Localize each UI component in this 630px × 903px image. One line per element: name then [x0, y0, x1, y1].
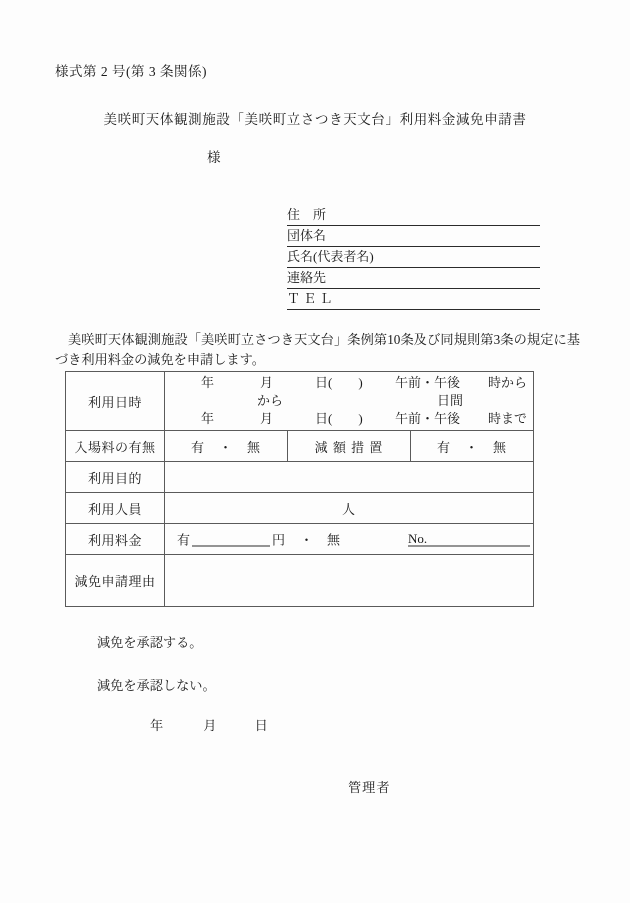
row-label-admission: 入場料の有無	[66, 431, 165, 462]
fee-yen-label: 円	[272, 532, 286, 548]
people-value-cell[interactable]: 人	[165, 493, 534, 524]
table-row-reason	[66, 555, 534, 607]
datetime-duration-line	[165, 392, 533, 410]
approval-approve-text[interactable]: 減免を承認する。	[97, 635, 203, 650]
start-ampm-label: 午前・午後	[395, 375, 461, 390]
start-month-label: 月	[260, 375, 274, 390]
fee-none-label: 無	[327, 532, 341, 548]
fee-number-input[interactable]	[408, 532, 530, 547]
purpose-value-cell[interactable]	[165, 462, 534, 493]
applicant-field-tel-label: Ｔ Ｅ Ｌ	[287, 291, 333, 306]
fee-value-cell[interactable]	[165, 524, 534, 555]
approval-month-label: 月	[203, 718, 217, 733]
end-day-label: 日( )	[315, 411, 363, 426]
approval-day-label: 日	[254, 718, 268, 733]
row-label-datetime: 利用日時	[66, 372, 165, 431]
applicant-field-organization-label: 団体名	[287, 228, 327, 243]
document-title: 美咲町天体観測施設「美咲町立さつき天文台」利用料金減免申請書	[103, 112, 527, 127]
table-row-datetime	[66, 372, 534, 431]
end-hour-label: 時まで	[488, 411, 528, 426]
applicant-field-contact-label: 連絡先	[287, 270, 327, 285]
datetime-start-line	[165, 374, 533, 392]
applicant-field-name[interactable]	[287, 247, 540, 268]
application-body-paragraph: 美咲町天体観測施設「美咲町立さつき天文台」条例第10条及び同規則第3条の規定に基づき利用料金の減免を申請します。	[55, 332, 580, 367]
datetime-end-line	[165, 410, 533, 428]
fee-number-label: No.	[408, 531, 428, 546]
approval-date-line[interactable]	[150, 715, 268, 734]
reduction-choice-cell[interactable]: 有 ・ 無	[411, 431, 534, 462]
addressee-honorific: 様	[207, 150, 221, 165]
reduction-measure-label: 減 額 措 置	[288, 431, 411, 462]
applicant-info-block	[287, 205, 540, 310]
reason-value-cell[interactable]	[165, 555, 534, 607]
applicant-field-address[interactable]	[287, 205, 540, 226]
row-label-reason: 減免申請理由	[66, 555, 165, 607]
admission-choice-cell[interactable]: 有 ・ 無	[165, 431, 288, 462]
table-row-people	[66, 493, 534, 524]
row-label-purpose: 利用目的	[66, 462, 165, 493]
applicant-field-contact[interactable]	[287, 268, 540, 289]
applicant-field-organization[interactable]	[287, 226, 540, 247]
end-ampm-label: 午前・午後	[395, 411, 461, 426]
approval-year-label: 年	[150, 718, 164, 733]
start-year-label: 年	[201, 375, 215, 390]
applicant-field-address-label: 住 所	[287, 207, 327, 222]
application-details-table	[65, 371, 534, 607]
form-number: 様式第 2 号(第 3 条関係)	[55, 64, 207, 79]
end-year-label: 年	[201, 411, 215, 426]
table-row-admission	[66, 431, 534, 462]
applicant-field-tel[interactable]	[287, 289, 540, 310]
fee-has-label: 有	[177, 532, 191, 548]
start-hour-label: 時から	[488, 375, 528, 390]
fee-amount-input[interactable]	[192, 532, 270, 547]
end-month-label: 月	[260, 411, 274, 426]
applicant-field-name-label: 氏名(代表者名)	[287, 249, 374, 264]
duration-from-label: から	[257, 393, 284, 408]
fee-separator-dot: ・	[300, 532, 314, 548]
approval-deny-text[interactable]: 減免を承認しない。	[97, 678, 216, 693]
table-row-fee	[66, 524, 534, 555]
start-day-label: 日( )	[315, 375, 363, 390]
row-label-fee: 利用料金	[66, 524, 165, 555]
datetime-value-cell[interactable]	[165, 372, 534, 431]
duration-days-label: 日間	[437, 393, 464, 408]
manager-signature-label: 管理者	[348, 780, 391, 795]
table-row-purpose	[66, 462, 534, 493]
row-label-people: 利用人員	[66, 493, 165, 524]
